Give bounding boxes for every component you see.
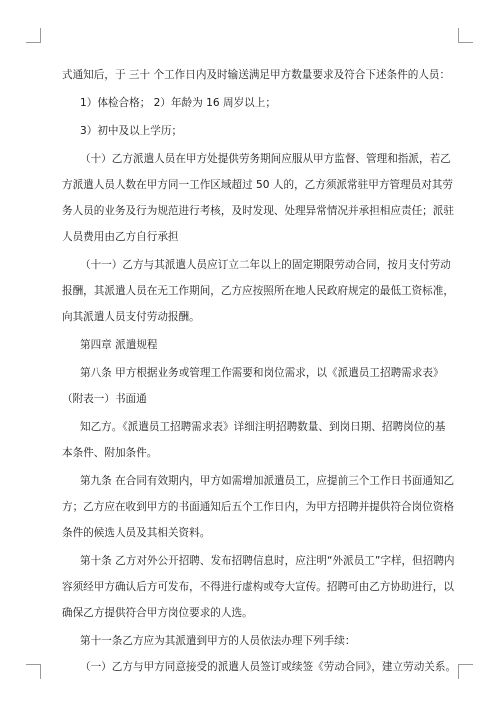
text-line: 3）初中及以上学历； <box>80 125 183 137</box>
text-line: 1）体检合格； 2）年龄为 16 周岁以上； <box>80 97 276 109</box>
text-line: 条件的候选人员及其相关资料。 <box>62 527 211 539</box>
text-line: 第十一条乙方应为其派遣到甲方的人员依法办理下列手续： <box>80 635 356 647</box>
text-line: 方；乙方应在收到甲方的书面通知后五个工作日内，为甲方招聘并提供符合岗位资格 <box>62 501 454 513</box>
text-line: 方派遣人员人数在甲方同一工作区域超过 50 人的，乙方须派常驻甲方管理员对其劳 <box>62 179 453 191</box>
text-line: （一）乙方与甲方同意接受的派遣人员签订或续签《劳动合同》，建立劳动关系。 <box>80 661 457 673</box>
text-line: 务人员的业务及行为规范进行考核，及时发现、处理异常情况并承担相应责任；派驻 <box>62 205 454 217</box>
chapter-heading: 第四章 派遣规程 <box>80 339 158 351</box>
text-line: （附表一）书面通 <box>62 393 147 405</box>
text-line: 确保乙方提供符合甲方岗位要求的人选。 <box>62 607 253 619</box>
text-line: 第十条 乙方对外公开招聘、发布招聘信息时，应注明“外派员工”字样，但招聘内 <box>80 555 455 567</box>
text-line: 第九条 在合同有效期内，甲方如需增加派遣员工，应提前三个工作日书面通知乙 <box>80 475 455 487</box>
crop-mark-top-right <box>458 28 473 43</box>
text-line: 报酬，其派遣人员在无工作期间，乙方应按照所在地人民政府规定的最低工资标准， <box>62 285 454 297</box>
text-line: 人员费用由乙方自行承担 <box>62 231 179 243</box>
text-line: 式通知后，于 三十 个工作日内及时输送满足甲方数量要求及符合下述条件的人员： <box>62 69 451 81</box>
text-line: 本条件、附加条件。 <box>62 447 158 459</box>
text-line: （十）乙方派遣人员在甲方处提供劳务期间应服从甲方监督、管理和指派，若乙 <box>80 153 451 165</box>
crop-mark-bottom-left <box>26 664 41 679</box>
text-line: 知乙方。《派遣员工招聘需求表》详细注明招聘数量、到岗日期、招聘岗位的基 <box>80 421 446 433</box>
text-line: （十一）乙方与其派遣人员应订立二年以上的固定期限劳动合同，按月支付劳动 <box>80 259 451 271</box>
text-line: 第八条 甲方根据业务或管理工作需要和岗位需求，以《派遣员工招聘需求表》 <box>80 367 444 379</box>
crop-mark-bottom-right <box>458 664 473 679</box>
text-line: 向其派遣人员支付劳动报酬。 <box>62 311 200 323</box>
text-line: 容须经甲方确认后方可发布，不得进行虚构或夸大宣传。招聘可由乙方协助进行，以 <box>62 581 454 593</box>
crop-mark-top-left <box>26 28 41 43</box>
